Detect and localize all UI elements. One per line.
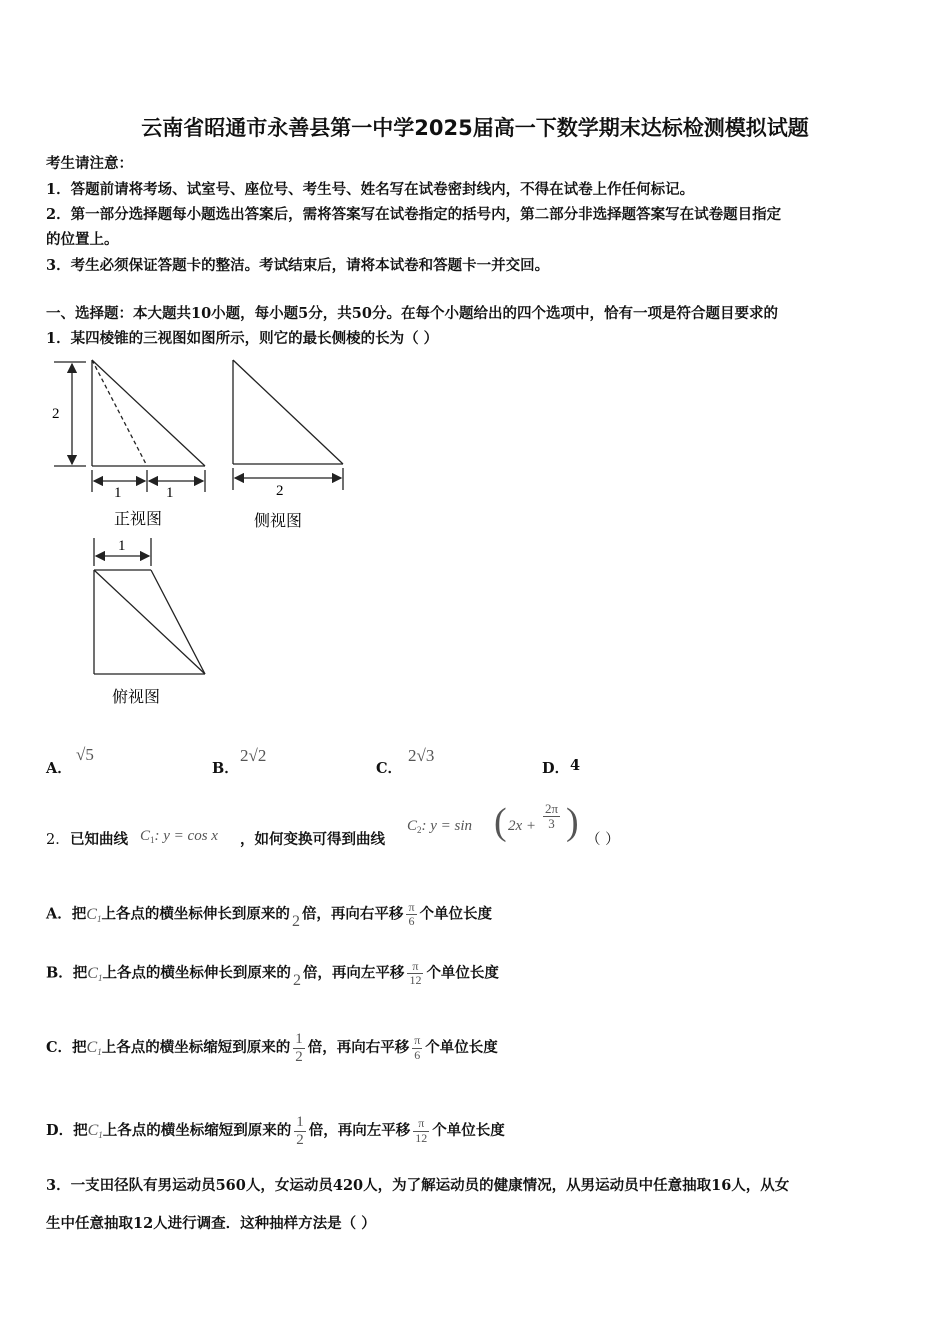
q1-option-b-value: 2√2 bbox=[240, 746, 267, 765]
q2-option-a: A．把$C_1$上各点的横坐标伸长到原来的 2 倍，再向右平移 $\frac{\pi}{6}$ 个单位长度 bbox=[46, 900, 492, 930]
front-width-label-2: 1 bbox=[166, 485, 174, 501]
q1-option-a-value: √5 bbox=[76, 745, 94, 764]
front-height-label: 2 bbox=[52, 406, 60, 422]
q1-option-d-letter: D． bbox=[542, 760, 570, 777]
q2-option-b: B．把$C_1$上各点的横坐标伸长到原来的 2 倍，再向左平移 $\frac{\pi}{12}$ 个单位长度 bbox=[46, 959, 499, 989]
question-3-line-1: 3．一支田径队有男运动员560人，女运动员420人，为了解运动员的健康情况，从男运动员中任意抽取16人，从女 bbox=[46, 1177, 790, 1194]
notice-heading: 考生请注意： bbox=[46, 155, 133, 172]
side-view-caption: 侧视图 bbox=[254, 511, 303, 530]
q2-right-paren: ) bbox=[566, 801, 579, 843]
front-view-caption: 正视图 bbox=[114, 509, 163, 528]
question-3-line-2: 生中任意抽取12人进行调查．这种抽样方法是（ ） bbox=[46, 1215, 376, 1232]
q2-curve-c2: $C_2$: y = sin bbox=[407, 818, 473, 835]
side-view bbox=[233, 360, 343, 490]
q1-option-a-letter: A． bbox=[46, 760, 72, 777]
section-heading: 一、选择题：本大题共10小题，每小题5分，共50分。在每个小题给出的四个选项中，恰有一项是符合题目要求的 bbox=[46, 305, 778, 322]
q2-option-c: C．把$C_1$上各点的横坐标缩短到原来的 $\frac{1}{2}$ 倍，再向右平移 $\frac{\pi}{6}$ 个单位长度 bbox=[46, 1031, 498, 1065]
three-view-figure bbox=[40, 350, 360, 710]
notice-item-3: 3．考生必须保证答题卡的整洁。考试结束后，请将本试卷和答题卡一并交回。 bbox=[46, 257, 550, 274]
page-title: 云南省昭通市永善县第一中学2025届高一下数学期末达标检测模拟试题 bbox=[141, 116, 809, 140]
notice-item-2-cont: 的位置上。 bbox=[46, 231, 119, 248]
notice-item-2: 2．第一部分选择题每小题选出答案后，需将答案写在试卷指定的括号内，第二部分非选择题答案写在试卷题目指定 bbox=[46, 206, 782, 223]
q1-option-b-letter: B． bbox=[212, 760, 239, 777]
q2-answer-paren: （ ） bbox=[586, 832, 620, 848]
q2-curve-c1: $C_1$: y = cos x bbox=[140, 828, 218, 845]
top-width-label: 1 bbox=[118, 538, 126, 554]
q2-inner-fraction: $\frac{2\pi}{3}$ bbox=[545, 801, 559, 832]
q2-stem-part-1: 已知曲线 bbox=[70, 831, 128, 848]
q2-stem-part-2: ，如何变换可得到曲线 bbox=[240, 831, 385, 848]
q2-number: 2． bbox=[46, 832, 70, 848]
q1-option-d-value: 4 bbox=[570, 757, 581, 774]
side-width-label: 2 bbox=[276, 483, 284, 499]
front-view bbox=[54, 360, 205, 492]
q2-option-d: D．把$C_1$上各点的横坐标缩短到原来的 $\frac{1}{2}$ 倍，再向左平移 $\frac{\pi}{12}$ 个单位长度 bbox=[46, 1114, 505, 1148]
q1-option-c-value: 2√3 bbox=[408, 746, 435, 765]
top-view bbox=[94, 538, 205, 674]
q2-inner-expr: 2x + bbox=[508, 818, 537, 834]
q2-left-paren: ( bbox=[494, 801, 507, 843]
top-view-caption: 俯视图 bbox=[112, 687, 161, 706]
front-width-label-1: 1 bbox=[114, 485, 122, 501]
question-1-stem: 1．某四棱锥的三视图如图所示，则它的最长侧棱的长为（ ） bbox=[46, 330, 439, 347]
q1-option-c-letter: C． bbox=[376, 760, 403, 777]
notice-item-1: 1．答题前请将考场、试室号、座位号、考生号、姓名写在试卷密封线内，不得在试卷上作任何标记。 bbox=[46, 181, 695, 198]
